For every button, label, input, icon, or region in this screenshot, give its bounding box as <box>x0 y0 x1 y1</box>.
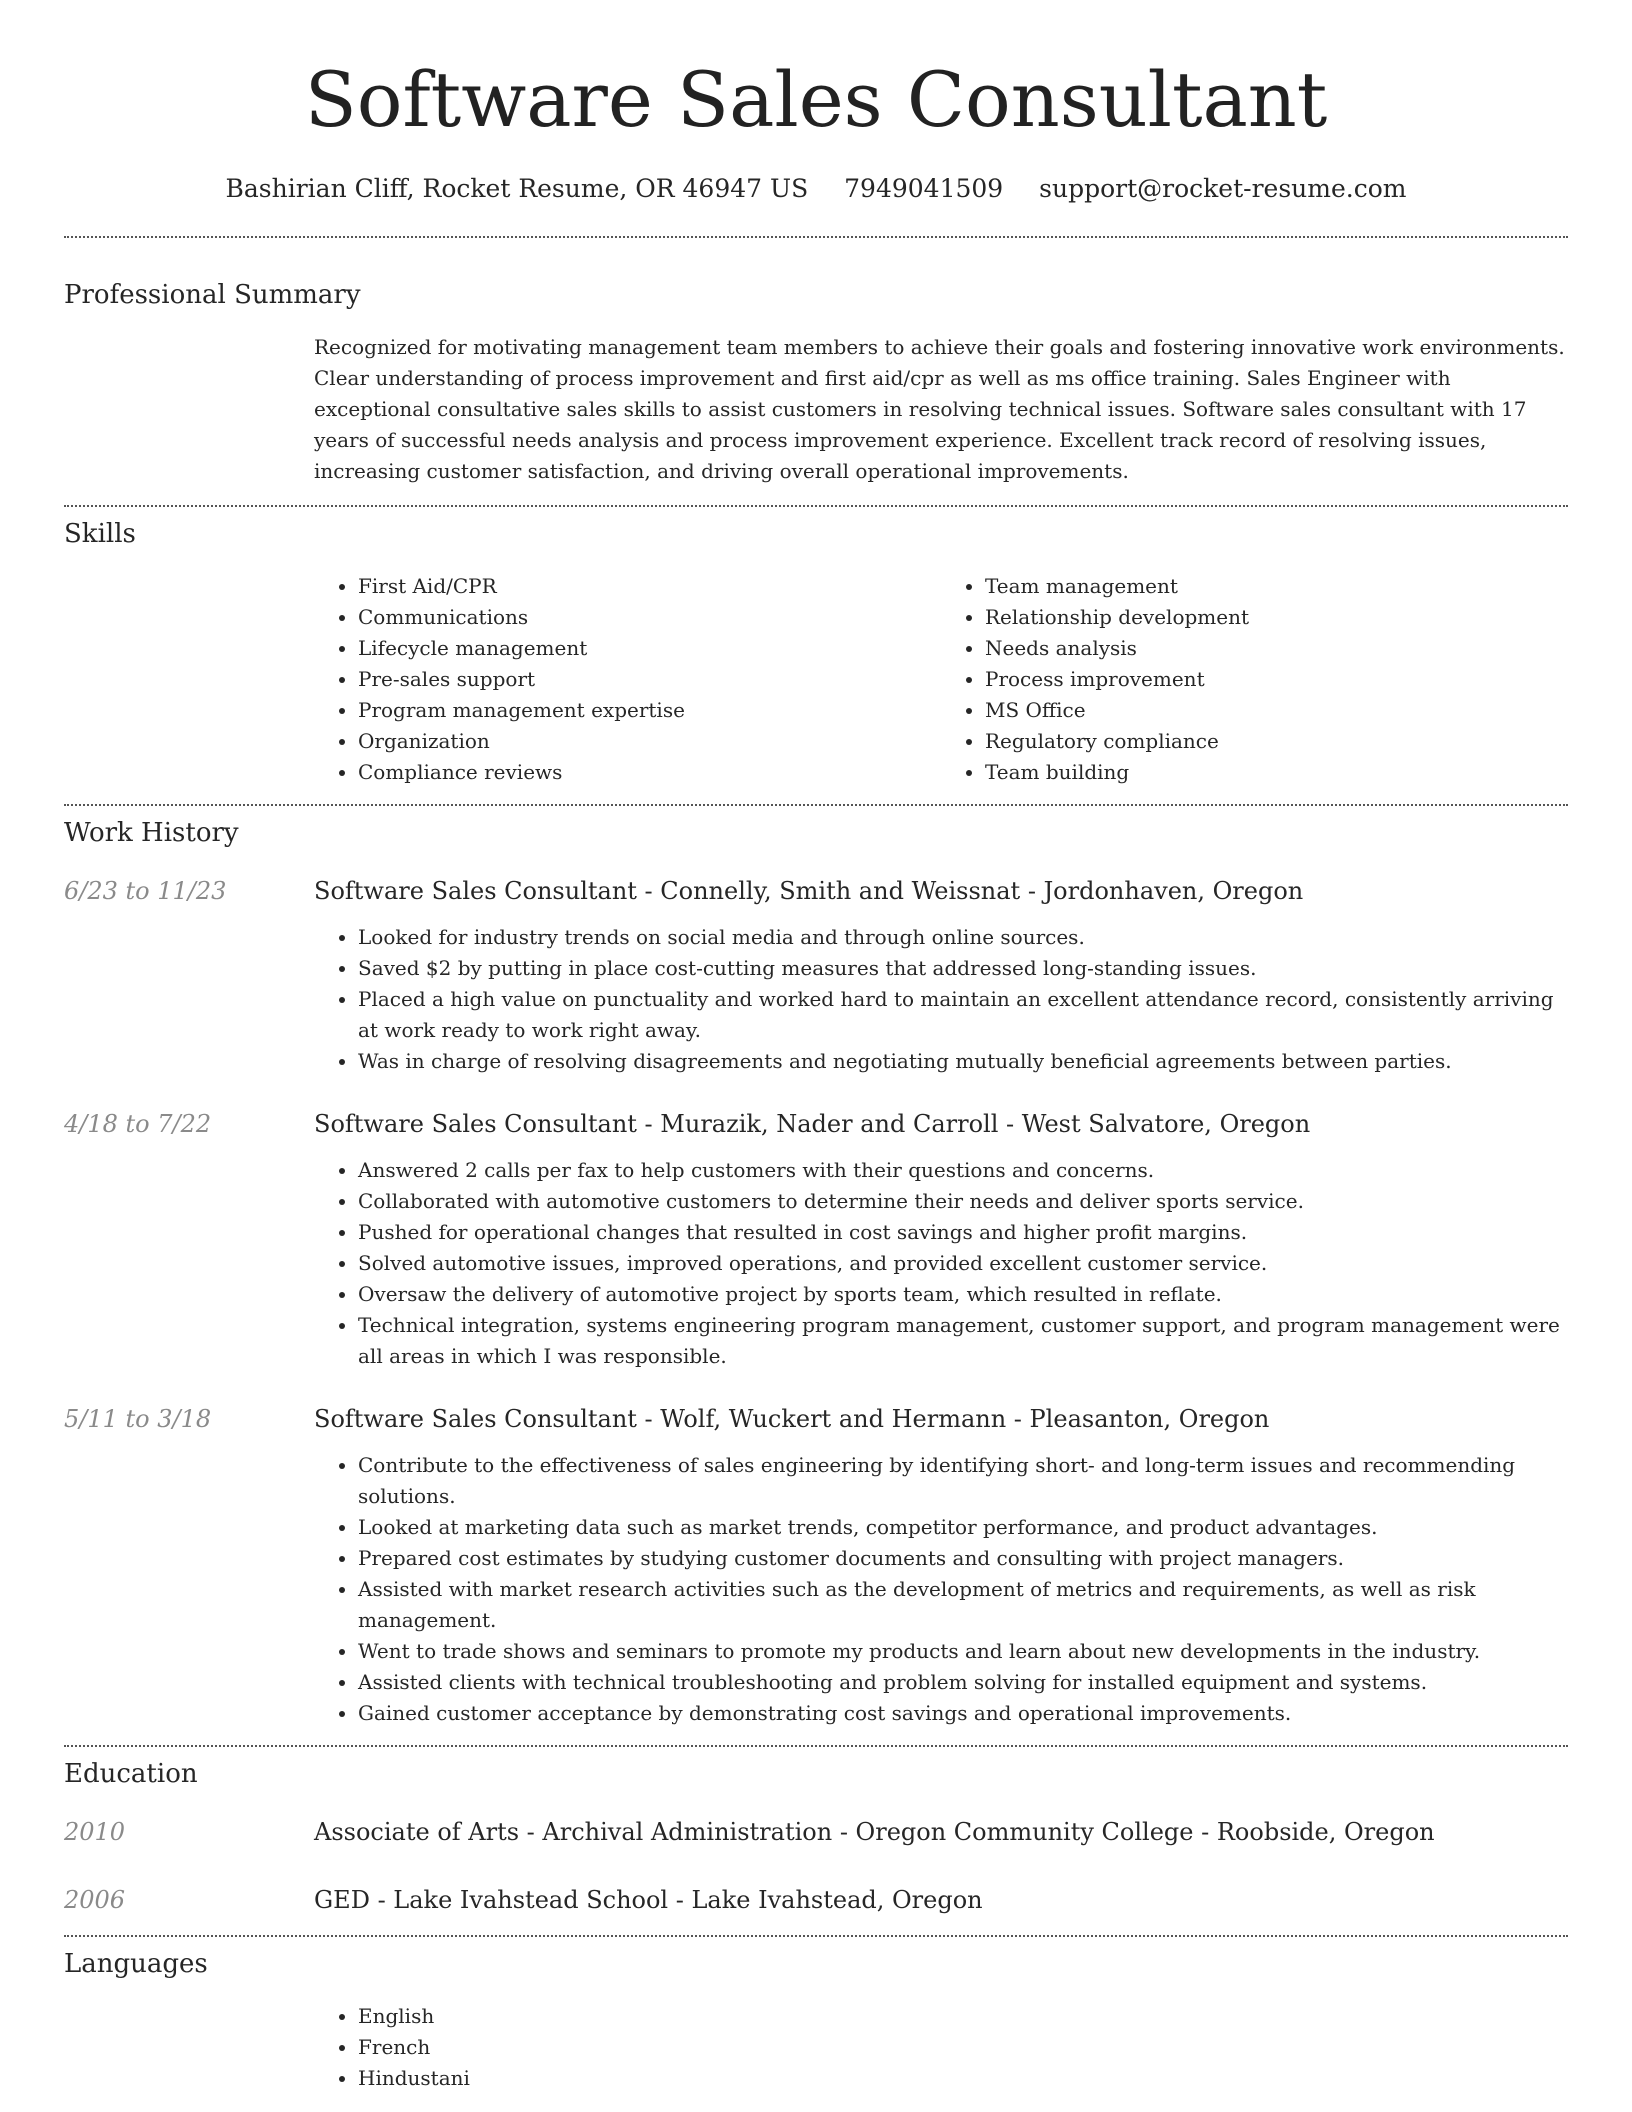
skills-heading: Skills <box>64 519 136 549</box>
skill-item: • Team management <box>985 571 1568 602</box>
language-item: • English <box>358 2001 1568 2032</box>
summary-section <box>64 278 1568 487</box>
languages-heading: Languages <box>64 1949 208 1979</box>
divider <box>64 236 1568 238</box>
languages-list <box>314 2001 1568 2094</box>
job-bullet: • Assisted with market research activities such as the development of metrics and requirements, as well as risk management. <box>358 1574 1568 1636</box>
job-entry <box>64 874 1568 1077</box>
skill-item: • Program management expertise <box>358 695 941 726</box>
job-entry <box>64 1402 1568 1729</box>
education-year: 2006 <box>64 1886 126 1914</box>
job-bullets <box>314 922 1568 1077</box>
education-entry <box>64 1883 1568 1917</box>
job-dates: 4/18 to 7/22 <box>64 1110 212 1138</box>
job-bullet: • Answered 2 calls per fax to help customers with their questions and concerns. <box>358 1155 1568 1186</box>
job-bullets <box>314 1155 1568 1372</box>
skill-item: • Regulatory compliance <box>985 726 1568 757</box>
job-title: Software Sales Consultant - Murazik, Nader and Carroll - West Salvatore, Oregon <box>314 1110 1311 1138</box>
divider <box>64 1745 1568 1747</box>
job-bullet: • Placed a high value on punctuality and worked hard to maintain an excellent attendance record, consistently arriving at work ready to work right away. <box>358 984 1568 1046</box>
job-bullet: • Went to trade shows and seminars to promote my products and learn about new developments in the industry. <box>358 1636 1568 1667</box>
languages-section <box>64 1947 1568 2094</box>
summary-heading: Professional Summary <box>64 280 361 310</box>
language-item: • French <box>358 2032 1568 2063</box>
job-bullet: • Gained customer acceptance by demonstrating cost savings and operational improvements. <box>358 1698 1568 1729</box>
job-bullet: • Looked at marketing data such as market trends, competitor performance, and product advantages. <box>358 1512 1568 1543</box>
skill-item: • Organization <box>358 726 941 757</box>
skills-list-left <box>314 571 941 788</box>
skill-item: • Needs analysis <box>985 633 1568 664</box>
education-entry <box>64 1815 1568 1849</box>
job-title: Software Sales Consultant - Wolf, Wuckert and Hermann - Pleasanton, Oregon <box>314 1405 1270 1433</box>
education-heading: Education <box>64 1759 198 1789</box>
job-bullet: • Was in charge of resolving disagreements and negotiating mutually beneficial agreements between parties. <box>358 1046 1568 1077</box>
education-section <box>64 1757 1568 1917</box>
contact-email[interactable]: support@rocket-resume.com <box>1039 174 1407 203</box>
job-bullet: • Prepared cost estimates by studying customer documents and consulting with project managers. <box>358 1543 1568 1574</box>
skill-item: • Communications <box>358 602 941 633</box>
job-bullet: • Collaborated with automotive customers to determine their needs and deliver sports service. <box>358 1186 1568 1217</box>
work-section <box>64 816 1568 1729</box>
job-bullets <box>314 1450 1568 1729</box>
summary-text: Recognized for motivating management team members to achieve their goals and fostering innovative work environments. Clear understanding of process improvement and first aid/cpr as well as ms office training. Sales Engineer with exceptional consultative sales skills to assist customers in resolving technical issues. Software sales consultant with 17 years of successful needs analysis and process improvement experience. Excellent track record of resolving issues, increasing customer satisfaction, and driving overall operational improvements. <box>314 335 1565 483</box>
job-bullet: • Saved $2 by putting in place cost-cutting measures that addressed long-standing issues. <box>358 953 1568 984</box>
education-year: 2010 <box>64 1818 126 1846</box>
divider <box>64 804 1568 806</box>
job-dates: 6/23 to 11/23 <box>64 877 227 905</box>
job-title: Software Sales Consultant - Connelly, Smith and Weissnat - Jordonhaven, Oregon <box>314 877 1304 905</box>
skill-item: • Relationship development <box>985 602 1568 633</box>
job-bullet: • Technical integration, systems engineering program management, customer support, and program management were all areas in which I was responsible. <box>358 1310 1568 1372</box>
language-item: • Hindustani <box>358 2063 1568 2094</box>
contact-address: Bashirian Cliff, Rocket Resume, OR 46947 US <box>225 174 809 203</box>
skill-item: • Lifecycle management <box>358 633 941 664</box>
divider <box>64 505 1568 507</box>
job-bullet: • Pushed for operational changes that resulted in cost savings and higher profit margins. <box>358 1217 1568 1248</box>
job-bullet: • Contribute to the effectiveness of sales engineering by identifying short- and long-term issues and recommending solutions. <box>358 1450 1568 1512</box>
job-bullet: • Solved automotive issues, improved operations, and provided excellent customer service. <box>358 1248 1568 1279</box>
job-entry <box>64 1107 1568 1372</box>
education-text: Associate of Arts - Archival Administration - Oregon Community College - Roobside, Oregon <box>314 1818 1435 1846</box>
skill-item: • Team building <box>985 757 1568 788</box>
skill-item: • Compliance reviews <box>358 757 941 788</box>
work-heading: Work History <box>64 818 239 848</box>
divider <box>64 1935 1568 1937</box>
contact-line <box>64 172 1568 206</box>
job-bullet: • Oversaw the delivery of automotive project by sports team, which resulted in reflate. <box>358 1279 1568 1310</box>
skills-list-right <box>941 571 1568 788</box>
job-bullet: • Looked for industry trends on social media and through online sources. <box>358 922 1568 953</box>
skill-item: • Pre-sales support <box>358 664 941 695</box>
skill-item: • First Aid/CPR <box>358 571 941 602</box>
resume-name: Software Sales Consultant <box>304 55 1328 144</box>
education-text: GED - Lake Ivahstead School - Lake Ivahstead, Oregon <box>314 1886 983 1914</box>
skills-section <box>64 517 1568 788</box>
contact-phone: 7949041509 <box>844 174 1004 203</box>
job-dates: 5/11 to 3/18 <box>64 1405 212 1433</box>
skill-item: • MS Office <box>985 695 1568 726</box>
job-bullet: • Assisted clients with technical troubleshooting and problem solving for installed equipment and systems. <box>358 1667 1568 1698</box>
skill-item: • Process improvement <box>985 664 1568 695</box>
